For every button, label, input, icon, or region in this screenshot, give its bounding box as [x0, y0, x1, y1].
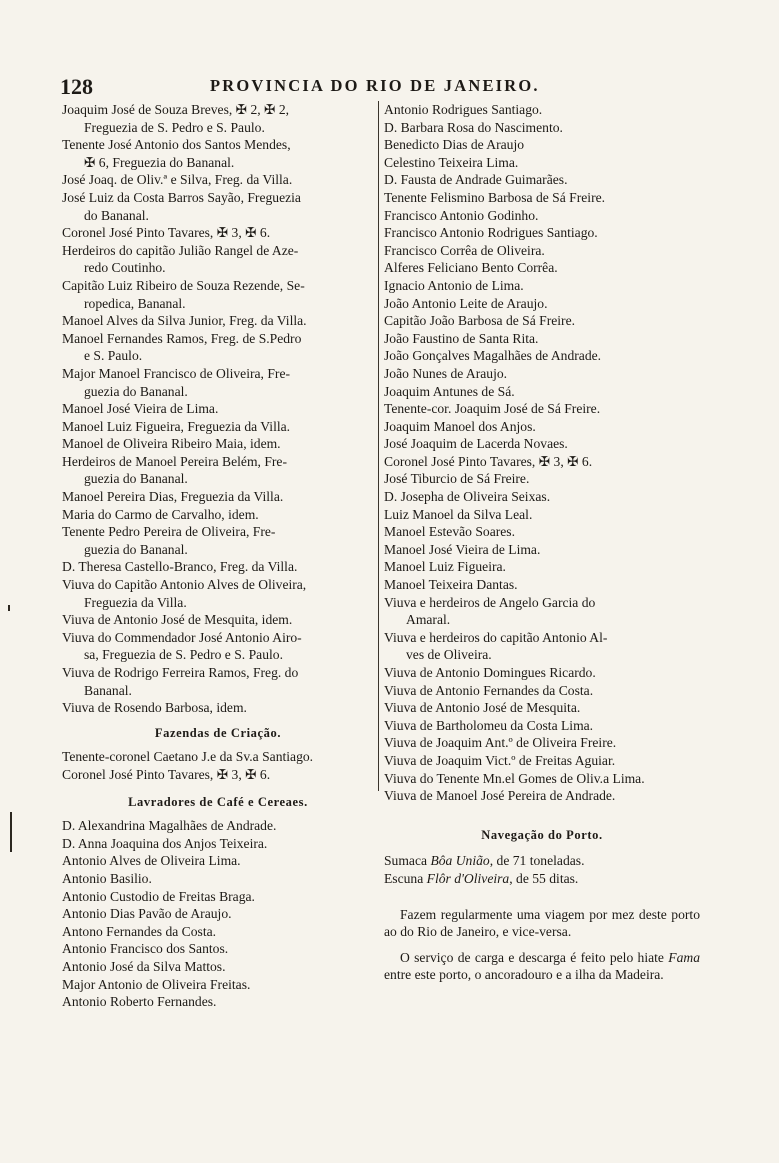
list-entry [62, 171, 374, 189]
entry-line: Antonio Francisco dos Santos. [62, 941, 229, 957]
entry-line: Tenente Felismino Barbosa de Sá Freire. [384, 189, 606, 205]
entry-line: Manoel Luiz Figueira. [384, 559, 506, 575]
list-entry [62, 664, 374, 699]
entry-line: Major Antonio de Oliveira Freitas. [62, 976, 251, 992]
list-entry [384, 365, 700, 383]
page-number: 128 [60, 74, 93, 99]
entry-line: sa, Freguezia de S. Pedro e S. Paulo. [84, 647, 283, 663]
entry-line: guezia do Bananal. [84, 541, 188, 557]
entry-line: Freguezia de S. Pedro e S. Paulo. [84, 119, 265, 135]
entry-line: Manoel Pereira Dias, Freguezia da Villa. [62, 489, 284, 505]
entry-line: Viuva de Antonio Domingues Ricardo. [384, 665, 596, 680]
lavradores-list [62, 817, 374, 1011]
list-entry [62, 766, 374, 784]
entry-line: Maria do Carmo de Carvalho, idem. [62, 506, 259, 522]
vessel-line [384, 852, 700, 870]
list-entry [384, 277, 700, 295]
list-entry [62, 453, 374, 488]
entry-line: Viuva e herdeiros do capitão Antonio Al- [384, 629, 608, 645]
criacao-list [62, 748, 374, 783]
list-entry [384, 488, 700, 506]
list-entry [384, 664, 700, 682]
list-entry [384, 734, 700, 752]
list-entry [62, 923, 374, 941]
list-entry [62, 435, 374, 453]
entry-line: Francisco Antonio Rodrigues Santiago. [384, 225, 598, 241]
entry-line: Viuva de Antonio José de Mesquita. [384, 700, 581, 716]
list-entry [384, 400, 700, 418]
list-entry [62, 958, 374, 976]
vessel-type: Escuna [384, 870, 427, 886]
entry-line: redo Coutinho. [84, 260, 166, 276]
vessel-tonnage: , de 71 toneladas. [489, 853, 585, 869]
list-entry [384, 224, 700, 242]
entry-line: Herdeiros do capitão Julião Rangel de Aze- [62, 242, 299, 258]
list-entry [384, 576, 700, 594]
para-text: O serviço de carga e descarga é feito pelo hiate [400, 949, 669, 965]
list-entry [384, 453, 700, 471]
entry-line: João Faustino de Santa Rita. [384, 330, 539, 346]
entry-line: Manoel Estevão Soares. [384, 524, 515, 540]
list-entry [384, 136, 700, 154]
list-entry [62, 611, 374, 629]
entry-line: Bananal. [84, 682, 132, 698]
entry-line: Viuva de Bartholomeu da Costa Lima. [384, 717, 594, 733]
list-entry [62, 488, 374, 506]
right-column [384, 101, 700, 984]
list-entry [62, 312, 374, 330]
list-entry [62, 852, 374, 870]
list-entry [62, 576, 374, 611]
list-entry [384, 506, 700, 524]
list-entry [384, 699, 700, 717]
list-entry [62, 523, 374, 558]
list-entry [62, 418, 374, 436]
list-entry [384, 435, 700, 453]
list-entry [62, 400, 374, 418]
entry-line: Viuva de Joaquim Vict.º de Freitas Aguiar. [384, 752, 616, 768]
entry-line: Viuva de Rodrigo Ferreira Ramos, Freg. do [62, 665, 299, 680]
entry-line: Viuva de Joaquim Ant.º de Oliveira Freire. [384, 735, 617, 751]
vessel-name: Bôa União [430, 853, 490, 869]
entry-line: Viuva do Commendador José Antonio Airo- [62, 629, 302, 645]
entry-line: Alferes Feliciano Bento Corrêa. [384, 260, 558, 276]
entry-line: Antono Fernandes da Costa. [62, 923, 217, 939]
list-entry [384, 171, 700, 189]
entry-line: Joaquim José de Souza Breves, ✠ 2, ✠ 2, [62, 102, 290, 117]
entry-line: Capitão João Barbosa de Sá Freire. [384, 313, 576, 329]
list-entry [384, 383, 700, 401]
entry-line: Tenente-coronel Caetano J.e da Sv.a Santiago. [62, 749, 314, 765]
entry-line: Coronel José Pinto Tavares, ✠ 3, ✠ 6. [384, 453, 593, 469]
entry-line: ✠ 6, Freguezia do Bananal. [84, 154, 235, 170]
list-entry [62, 905, 374, 923]
list-entry [62, 558, 374, 576]
entry-line: João Nunes de Araujo. [384, 365, 508, 381]
entry-line: José Tiburcio de Sá Freire. [384, 471, 530, 487]
heading-navegacao: Navegação do Porto. [481, 827, 603, 842]
entry-line: Luiz Manoel da Silva Leal. [384, 506, 533, 522]
entry-line: Viuva de Manoel José Pereira de Andrade. [384, 788, 616, 804]
list-entry [62, 242, 374, 277]
entry-line: Viuva e herdeiros de Angelo Garcia do [384, 594, 596, 610]
list-entry [384, 347, 700, 365]
list-entry [384, 418, 700, 436]
entry-line: Tenente-cor. Joaquim José de Sá Freire. [384, 401, 601, 417]
left-column [62, 101, 374, 1011]
entry-line: D. Theresa Castello-Branco, Freg. da Villa. [62, 559, 298, 575]
list-entry [62, 224, 374, 242]
list-entry [62, 629, 374, 664]
list-entry [384, 154, 700, 172]
entry-line: Joaquim Antunes de Sá. [384, 383, 515, 399]
entry-line: Viuva do Tenente Mn.el Gomes de Oliv.a Lima. [384, 770, 645, 786]
list-entry [62, 189, 374, 224]
list-entry [62, 365, 374, 400]
entry-line: Antonio Dias Pavão de Araujo. [62, 906, 232, 922]
spacer [384, 888, 700, 898]
list-entry [384, 594, 700, 629]
list-entry [62, 506, 374, 524]
list-entry [62, 940, 374, 958]
list-entry [62, 330, 374, 365]
entry-line: ves de Oliveira. [406, 647, 492, 663]
entry-line: Francisco Antonio Godinho. [384, 207, 539, 223]
margin-mark [10, 812, 12, 852]
list-entry [384, 541, 700, 559]
entry-line: Amaral. [406, 612, 451, 628]
para-text: entre este porto, o ancoradouro e a ilha da Madeira. [384, 967, 664, 983]
entry-line: José Joaq. de Oliv.ª e Silva, Freg. da Villa. [62, 172, 293, 188]
left-entry-list [62, 101, 374, 717]
right-entry-list [384, 101, 700, 805]
page-header [60, 74, 720, 98]
list-entry [384, 629, 700, 664]
entry-line: Herdeiros de Manoel Pereira Belém, Fre- [62, 453, 287, 469]
heading-lavradores: Lavradores de Café e Cereaes. [128, 794, 308, 809]
list-entry [62, 817, 374, 835]
entry-line: Antonio Alves de Oliveira Lima. [62, 853, 241, 869]
entry-line: Francisco Corrêa de Oliveira. [384, 242, 545, 258]
list-entry [384, 787, 700, 805]
entry-line: Manoel de Oliveira Ribeiro Maia, idem. [62, 436, 281, 452]
vessel-type: Sumaca [384, 853, 431, 869]
entry-line: e S. Paulo. [84, 348, 143, 364]
list-entry [62, 136, 374, 171]
entry-line: ropedica, Bananal. [84, 295, 186, 311]
entry-line: D. Barbara Rosa do Nascimento. [384, 119, 563, 135]
entry-line: Celestino Teixeira Lima. [384, 154, 519, 170]
entry-line: Antonio José da Silva Mattos. [62, 958, 226, 974]
entry-line: Joaquim Manoel dos Anjos. [384, 418, 536, 434]
heading-fazendas-criacao: Fazendas de Criação. [154, 725, 282, 740]
list-entry [384, 558, 700, 576]
entry-line: João Antonio Leite de Araujo. [384, 295, 548, 311]
list-entry [384, 189, 700, 207]
list-entry [384, 330, 700, 348]
list-entry [384, 259, 700, 277]
list-entry [384, 101, 700, 119]
entry-line: Manoel José Vieira de Lima. [384, 541, 541, 557]
entry-line: Viuva de Antonio Fernandes da Costa. [384, 682, 594, 698]
list-entry [62, 699, 374, 717]
entry-line: D. Alexandrina Magalhães de Andrade. [62, 818, 277, 834]
entry-line: José Luiz da Costa Barros Sayão, Freguezia [62, 189, 301, 205]
entry-line: Viuva de Rosendo Barbosa, idem. [62, 700, 247, 716]
entry-line: D. Josepha de Oliveira Seixas. [384, 489, 551, 505]
list-entry [62, 870, 374, 888]
list-entry [62, 888, 374, 906]
list-entry [62, 277, 374, 312]
entry-line: Coronel José Pinto Tavares, ✠ 3, ✠ 6. [62, 766, 271, 782]
paragraph-service [384, 949, 700, 984]
list-entry [384, 119, 700, 137]
entry-line: Coronel José Pinto Tavares, ✠ 3, ✠ 6. [62, 225, 271, 241]
column-divider [378, 101, 379, 791]
list-entry [384, 242, 700, 260]
entry-line: Antonio Basilio. [62, 870, 152, 886]
list-entry [384, 752, 700, 770]
entry-line: Tenente Pedro Pereira de Oliveira, Fre- [62, 524, 276, 540]
margin-mark [8, 605, 10, 611]
list-entry [384, 295, 700, 313]
list-entry [384, 717, 700, 735]
entry-line: João Gonçalves Magalhães de Andrade. [384, 348, 602, 364]
list-entry [384, 523, 700, 541]
list-entry [62, 993, 374, 1011]
list-entry [62, 835, 374, 853]
entry-line: Capitão Luiz Ribeiro de Souza Rezende, Se- [62, 277, 305, 293]
list-entry [384, 312, 700, 330]
entry-line: do Bananal. [84, 207, 149, 223]
entry-line: Manoel Alves da Silva Junior, Freg. da Villa. [62, 313, 307, 329]
entry-line: guezia do Bananal. [84, 383, 188, 399]
running-title: PROVINCIA DO RIO DE JANEIRO. [210, 76, 540, 95]
entry-line: Antonio Roberto Fernandes. [62, 994, 217, 1010]
entry-line: Manoel Fernandes Ramos, Freg. de S.Pedro [62, 330, 302, 346]
list-entry [62, 748, 374, 766]
entry-line: Antonio Custodio de Freitas Braga. [62, 888, 255, 904]
entry-line: Manoel Luiz Figueira, Freguezia da Villa. [62, 418, 291, 434]
entry-line: Freguezia da Villa. [84, 594, 187, 610]
entry-line: D. Fausta de Andrade Guimarães. [384, 172, 568, 188]
entry-line: Viuva do Capitão Antonio Alves de Oliveira, [62, 577, 307, 593]
boat-name: Fama [668, 949, 700, 965]
vessel-tonnage: , de 55 ditas. [509, 870, 579, 886]
entry-line: Ignacio Antonio de Lima. [384, 277, 524, 293]
entry-line: Benedicto Dias de Araujo [384, 137, 525, 153]
list-entry [384, 682, 700, 700]
entry-line: Tenente José Antonio dos Santos Mendes, [62, 137, 291, 153]
list-entry [384, 470, 700, 488]
entry-line: D. Anna Joaquina dos Anjos Teixeira. [62, 835, 268, 851]
list-entry [384, 770, 700, 788]
entry-line: Antonio Rodrigues Santiago. [384, 102, 543, 117]
entry-line: Viuva de Antonio José de Mesquita, idem. [62, 612, 293, 628]
list-entry [62, 101, 374, 136]
entry-line: Major Manoel Francisco de Oliveira, Fre- [62, 365, 291, 381]
vessel-name: Flôr d'Oliveira [426, 870, 510, 886]
spacer [384, 805, 700, 819]
list-entry [384, 207, 700, 225]
list-entry [62, 976, 374, 994]
paragraph-schedule: Fazem regularmente uma viagem por mez deste porto ao do Rio de Janeiro, e vice-versa. [384, 906, 700, 940]
entry-line: Manoel Teixeira Dantas. [384, 577, 518, 593]
entry-line: José Joaquim de Lacerda Novaes. [384, 436, 568, 452]
entry-line: Manoel José Vieira de Lima. [62, 401, 219, 417]
vessel-line [384, 870, 700, 888]
entry-line: guezia do Bananal. [84, 471, 188, 487]
